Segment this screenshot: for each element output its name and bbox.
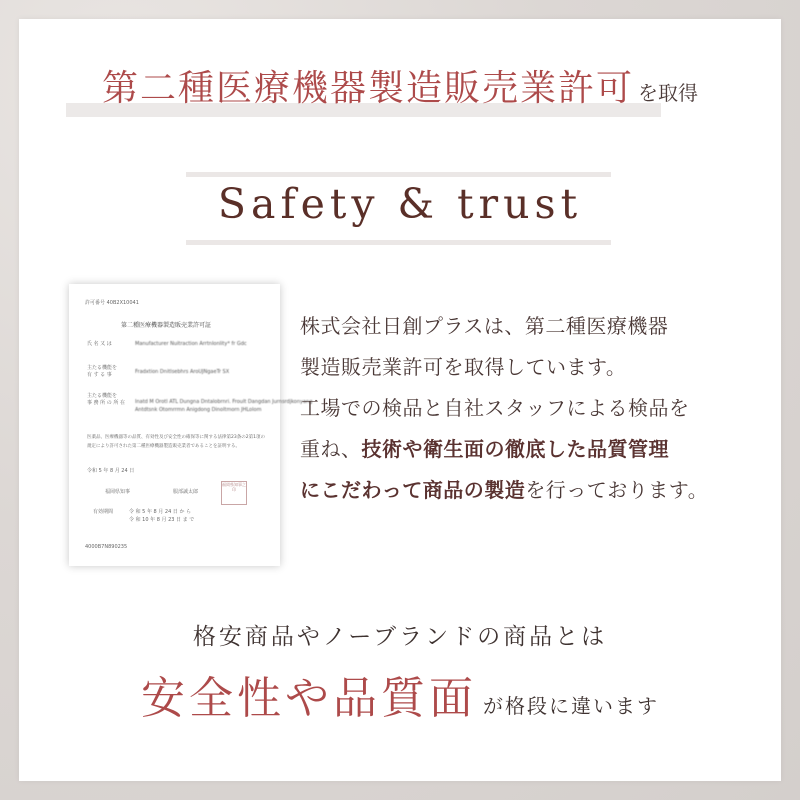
cert-row2-label2: 有 す る 事 xyxy=(87,372,112,378)
description-line-5 xyxy=(300,470,760,511)
cert-row1-label: 氏 名 又 は xyxy=(87,341,112,347)
headline-suffix: を取得 xyxy=(638,81,698,105)
comparison-text: 格安商品やノーブランドの商品とは xyxy=(192,624,608,650)
cert-validity-from: 令 和 5 年 8 月 24 日 か ら xyxy=(129,509,192,515)
headline xyxy=(0,60,800,111)
description-line-4 xyxy=(300,429,760,470)
cert-signer-1: 福岡県知事 xyxy=(105,489,131,495)
cert-row3-value1: Inatd M Orotl ATL Dungna Dntalobrnri. Froult Dangdan Jurnsrdjkonyang xyxy=(135,399,313,405)
description-line-4-pre: 重ね、 xyxy=(300,437,362,461)
description-emphasis-2: にこだわって商品の製造 xyxy=(300,478,526,502)
cert-row3-label2: 事 務 所 の 所 在 xyxy=(87,400,125,406)
description-emphasis-1: 技術や衛生面の徹底した品質管理 xyxy=(361,437,669,461)
cert-row2-value: Fradxtion Dnitlsebhrs AroUJNgaeTr SX xyxy=(135,369,230,375)
headline-main: 第二種医療機器製造販売業許可 xyxy=(101,68,634,109)
description-line-3: 工場での検品と自社スタッフによる検品を xyxy=(300,396,690,420)
cert-row3-value2: Antdtsnk Otomrrmn Anigdong Dinoltmorn JHLolom xyxy=(135,407,262,413)
certificate-title: 第二種医療機器製造販売業許可証 xyxy=(121,322,212,329)
quality-claim-suffix: が格段に違います xyxy=(483,694,659,718)
cert-date: 令和 5 年 8 月 24 日 xyxy=(87,468,135,474)
cert-body-2: 規定により許可された第二種医療機器製造販売業者であることを証明する。 xyxy=(87,444,240,449)
description-line-1: 株式会社日創プラスは、第二種医療機器 xyxy=(300,314,669,338)
cert-signer-2: 服部誠太郎 xyxy=(173,489,199,495)
divider-top xyxy=(186,172,611,177)
description-text xyxy=(300,306,760,511)
cert-body-1: 医薬品、医療機器等の品質、有効性及び安全性の確保等に関する法律第23条の2第1項の xyxy=(87,435,265,440)
description-line-5-post: を行っております。 xyxy=(525,478,709,502)
cert-footer-number: 4000B7N890235 xyxy=(85,544,128,550)
quality-claim xyxy=(0,662,800,726)
divider-bottom xyxy=(186,240,611,245)
cert-row3-label1: 主たる機能を xyxy=(87,393,118,399)
description-line-2: 製造販売業許可を取得しています。 xyxy=(300,355,627,379)
permit-number: 許可番号 40B2X10041 xyxy=(85,300,139,306)
cert-validity-to: 令 和 10 年 8 月 23 日 ま で xyxy=(129,517,195,523)
cert-row2-label1: 主たる機能を xyxy=(87,365,118,371)
safety-trust-title: Safety & trust xyxy=(217,180,583,228)
quality-claim-emphasis: 安全性や品質面 xyxy=(141,673,477,724)
cert-validity-label: 有効期間 xyxy=(93,509,114,515)
cert-row1-value: Manufacturer Nuitraction ArrtnIonlity* fr Gdc xyxy=(135,341,247,347)
official-seal: 福岡県知事之印 xyxy=(221,481,247,505)
license-certificate-image xyxy=(69,284,313,566)
